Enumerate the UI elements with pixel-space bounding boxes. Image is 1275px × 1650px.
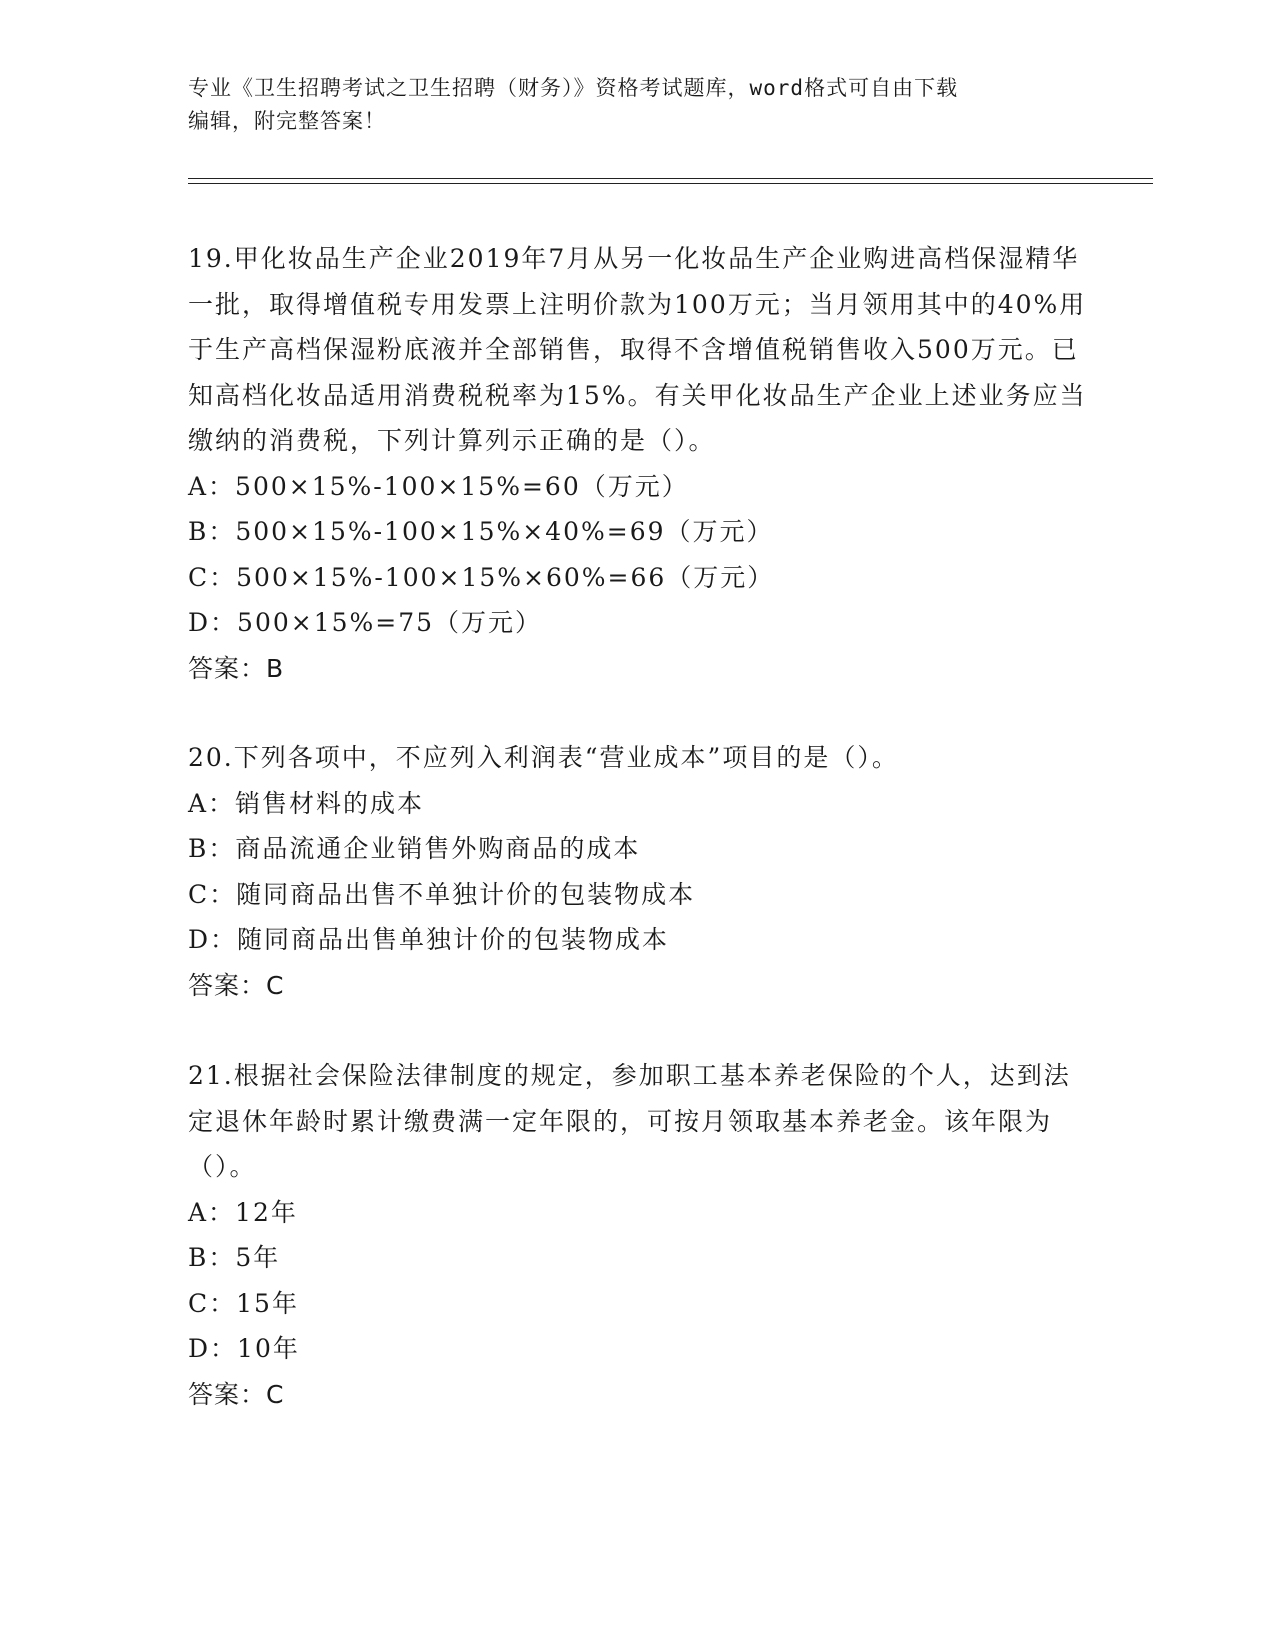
option-c: C：15年: [188, 1288, 299, 1318]
answer: 答案：B: [188, 653, 285, 683]
header-divider-bottom: [188, 183, 1153, 184]
option-d: D：10年: [188, 1334, 300, 1363]
option-b: B：5年: [188, 1243, 281, 1272]
option-c: C：随同商品出售不单独计价的包装物成本: [188, 879, 696, 909]
question-stem: 21.根据社会保险法律制度的规定，参加职工基本养老保险的个人，达到法定退休年龄时累计缴费满一定年限的，可按月领取基本养老金。该年限为（）。: [188, 1061, 1071, 1181]
question-19: [188, 236, 1088, 691]
option-b: B：500×15%-100×15%×40%=69（万元）: [188, 517, 774, 546]
option-a: A：500×15%-100×15%=60（万元）: [188, 471, 689, 501]
option-b: B：商品流通企业销售外购商品的成本: [188, 834, 641, 863]
document-header: [188, 72, 1088, 138]
question-21: [188, 1053, 1088, 1417]
option-c: C：500×15%-100×15%×60%=66（万元）: [188, 562, 775, 592]
question-stem: 20.下列各项中，不应列入利润表“营业成本”项目的是（）。: [188, 743, 899, 772]
option-a: A：销售材料的成本: [188, 788, 425, 818]
option-d: D：500×15%=75（万元）: [188, 608, 543, 637]
answer: 答案：C: [188, 1379, 285, 1409]
question-stem: 19.甲化妆品生产企业2019年7月从另一化妆品生产企业购进高档保湿精华一批，取得增值税专用发票上注明价款为100万元；当月领用其中的40%用于生产高档保湿粉底液并全部销售，取得不含增值税销售收入500万元。已知高档化妆品适用消费税税率为15%。有关甲化妆品生产企业上述业务应当缴纳的消费税，下列计算列示正确的是（）。: [188, 244, 1087, 455]
header-line-1: 专业《卫生招聘考试之卫生招聘（财务）》资格考试题库，word格式可自由下载: [188, 76, 959, 100]
header-line-2: 编辑，附完整答案！: [188, 109, 386, 133]
option-d: D：随同商品出售单独计价的包装物成本: [188, 925, 670, 954]
header-divider-top: [188, 178, 1153, 179]
answer: 答案：C: [188, 970, 285, 1000]
option-a: A：12年: [188, 1197, 298, 1227]
question-20: [188, 735, 1088, 1008]
